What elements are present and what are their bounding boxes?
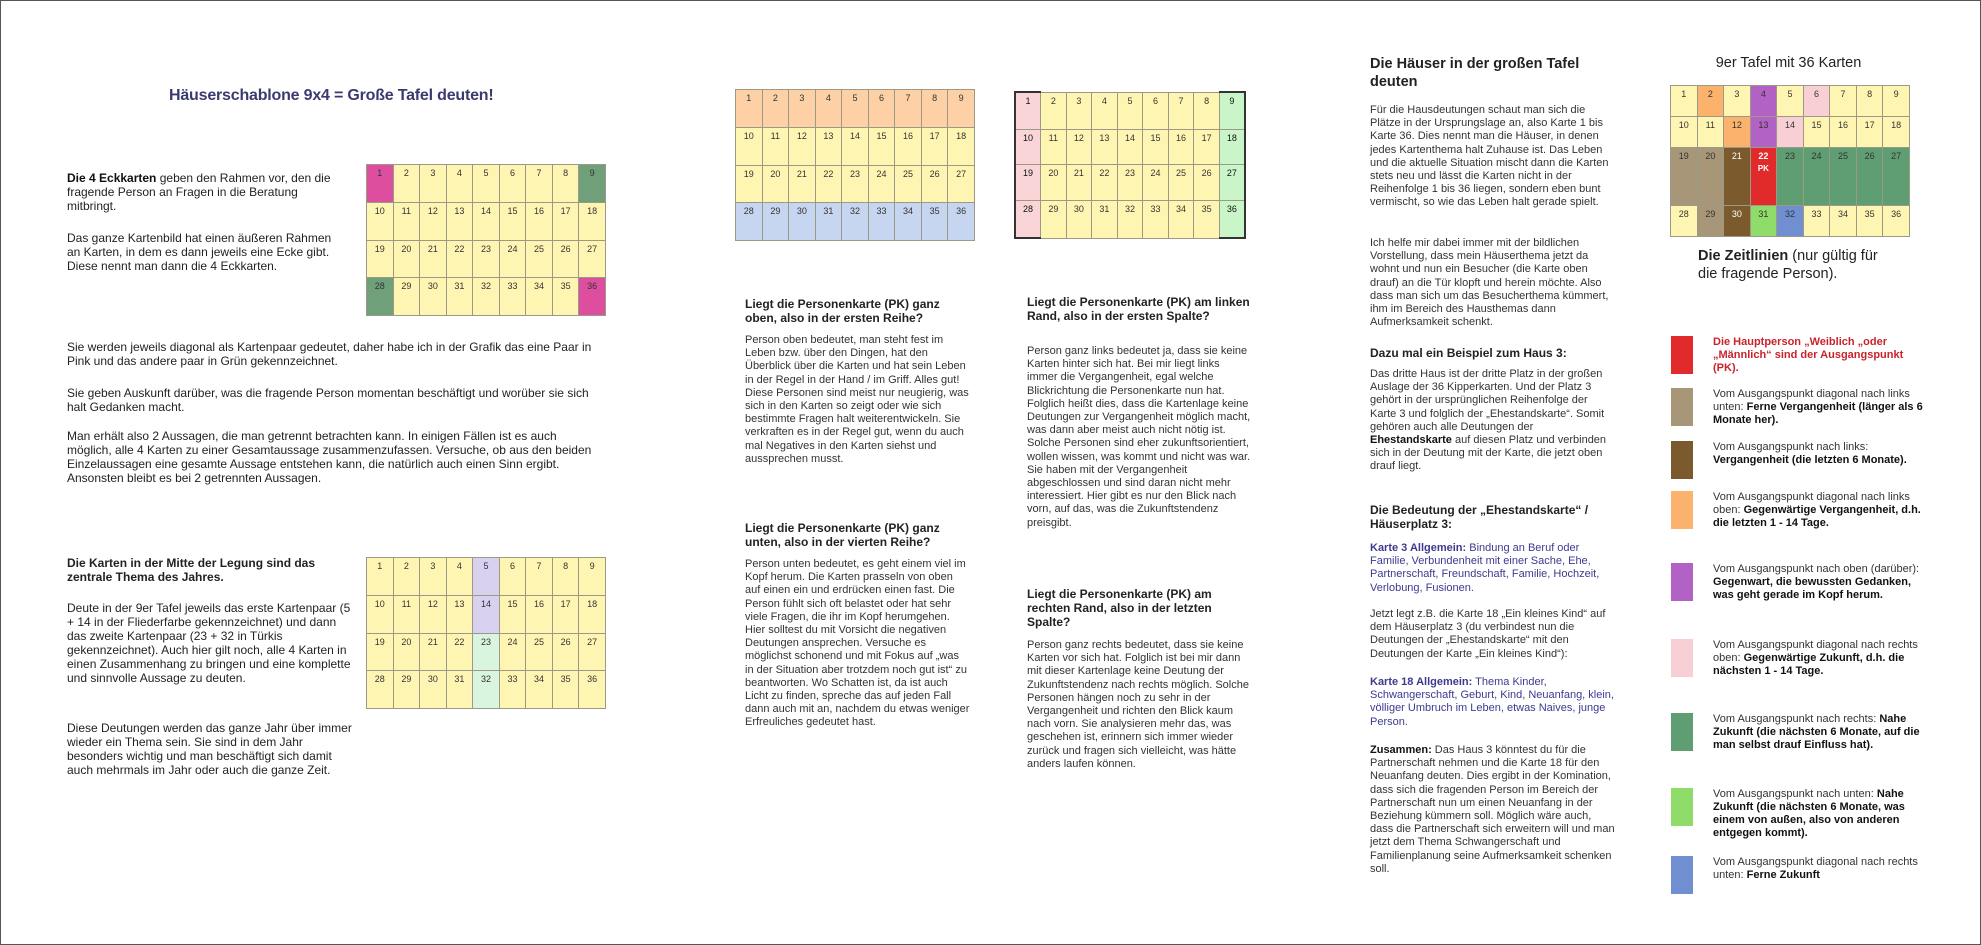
grid-cell-20: 20 <box>1041 165 1067 201</box>
grid-cell-7: 7 <box>1168 92 1194 129</box>
grid-cell-29: 29 <box>393 278 420 316</box>
text-center-pairs: Deute in der 9er Tafel jeweils das erste Kartenpaar (5 + 14 in der Fliederfarbe gekennzeichnet) und dann das zweite Kartenpaar (23 + 32 in Türkis gekennzeichnet). Auch hier gilt noch, alle 4 Karten in einen Zusammenhang zu bringen und eine komplette und sinnvolle Aussage zu deuten. <box>67 601 351 685</box>
grid-row <box>1015 92 1245 129</box>
grid-cell-12: 12 <box>420 202 447 240</box>
grid-cell-28: 28 <box>1015 201 1041 238</box>
grid-row <box>367 558 606 596</box>
text-pk-left: Person ganz links bedeutet ja, dass sie keine Karten hinter sich hat. Bei mir liegt links immer die Vergangenheit, egal welche Blickrichtung die Personenkarte nun hat. Folglich heißt dies, dass die Kartenlage keine Deutungen zur Vergangenheit möglich macht, was dann aber meist auch nicht nötig ist. Solche Personen sind eher zukunftsorientiert, wollen wissen, was kommt und nicht was war. Sie haben mit der Vergangenheit abgeschlossen und sind daran nicht mehr interessiert. Hier gibt es nur den Blick nach vorn, auf das, was die Zukunftstendenz preisgibt. <box>1027 345 1251 529</box>
legend-text <box>1713 856 1928 882</box>
grid-row <box>367 240 606 278</box>
grid-cell-26: 26 <box>552 240 579 278</box>
grid-cell-31: 31 <box>815 203 842 241</box>
grid-cell-3: 3 <box>1066 92 1092 129</box>
legend-swatch <box>1671 788 1693 826</box>
text-card18-general: Karte 18 Allgemein: Thema Kinder, Schwangerschaft, Geburt, Kind, Neuanfang, klein, völliger Umbruch im Leben, etwas Naives, junge Person. <box>1370 676 1614 728</box>
grid-cell-24: 24 <box>1803 148 1830 206</box>
grid-cell-11: 11 <box>393 595 420 633</box>
grid-cell-36: 36 <box>579 671 606 709</box>
grid-rows-top-bottom <box>735 89 975 241</box>
grid-cell-22: 22 <box>1092 165 1118 201</box>
grid-cell-26: 26 <box>1194 165 1220 201</box>
grid-cell-15: 15 <box>499 595 526 633</box>
legend-text <box>1713 441 1928 467</box>
grid-cell-31: 31 <box>1092 201 1118 238</box>
text-visitor: Ich helfe mir dabei immer mit der bildlichen Vorstellung, dass mein Häuserthema jetzt da wohnt und nun ein Besucher (die Karte oben drauf) an die Tür klopft und herein möchte. Also dass man sich um das Besucherthema kümmert, ihm im Bereich des Hausthemas dann Aufmerksamkeit schenkt. <box>1370 237 1609 329</box>
grid-cell-20: 20 <box>1697 148 1724 206</box>
legend-text-bold: Ferne Vergangenheit (länger als 6 Monate her). <box>1713 401 1923 426</box>
grid-cell-23: 23 <box>1777 148 1804 206</box>
grid-cell-3: 3 <box>420 165 447 203</box>
grid-cell-19: 19 <box>367 633 394 671</box>
text-year-theme: Diese Deutungen werden das ganze Jahr über immer wieder ein Thema sein. Sie sind in dem Jahr besonders wichtig und man beschäftigt sich damit auch mehrmals im Jahr oder auch die ganze Zeit. <box>67 721 352 777</box>
grid-cell-10: 10 <box>367 202 394 240</box>
grid-cell-8: 8 <box>1194 92 1220 129</box>
grid-cell-1: 1 <box>736 90 763 128</box>
grid-cell-7: 7 <box>1830 86 1857 117</box>
text-example-house3: Das dritte Haus ist der dritte Platz in der großen Auslage der 36 Kipperkarten. Und der Platz 3 gehört in der ursprünglichen Reihenfolge der Karte 3 und folglich der „Ehestandskarte“. Somit gehören auch alle Deutungen der Ehestandskarte auf diesen Platz und verbinden sich in der Deutung mit der Karte, die jetzt oben drauf liegt. <box>1370 368 1607 473</box>
grid-cell-36: 36 <box>948 203 975 241</box>
grid-cell-35: 35 <box>921 203 948 241</box>
grid-cell-7: 7 <box>895 90 922 128</box>
text-houses: Für die Hausdeutungen schaut man sich die Plätze in der Ursprungslage an, also Karte 1 bis Karte 36. Dies nennt man die Häuser, in denen jedes Kartenthema halt Zuhause ist. Das Leben und die aktuelle Situation mischt dann die Karten stets neu und lässt die Karten nicht in der Reihenfolge 1 bis 36 liegen, sondern eben bunt vermischt, so wie das Leben halt gerade spielt. <box>1370 104 1609 209</box>
legend-text-plain: Vom Ausgangspunkt diagonal nach links unten: <box>1713 388 1910 413</box>
grid-cell-3: 3 <box>789 90 816 128</box>
grid-cell-3: 3 <box>420 558 447 596</box>
grid-cell-16: 16 <box>1168 129 1194 165</box>
grid-cell-5: 5 <box>473 165 500 203</box>
heading-example-house3: Dazu mal ein Beispiel zum Haus 3: <box>1370 346 1567 360</box>
legend-text-plain: Vom Ausgangspunkt diagonal nach rechts oben: <box>1713 639 1918 664</box>
grid-cell-6: 6 <box>1143 92 1169 129</box>
grid-cell-10: 10 <box>367 595 394 633</box>
grid-cell-6: 6 <box>499 558 526 596</box>
legend-text <box>1713 788 1928 840</box>
text-pk-bottom: Person unten bedeutet, es geht einem viel im Kopf herum. Die Karten prasseln von oben auf einen ein und erdrücken einen fast. Die Person fühlt sich oft belastet oder hat sehr viele Fragen, die ihr im Kopf herumgehen. Hier solltest du mit Vorsicht die negativen Deutungen ansprechen. Versuche es möglichst schonend und mit Fokus auf „was in der Situation aber trotzdem noch gut ist“ zu beantworten. Wo Schatten ist, da ist auch Licht zu finden, spreche das auf jeden Fall dann auch mit an, nachdem du etwas weniger Erfreuliches gedeutet hast. <box>745 558 970 729</box>
legend-text-bold: Gegenwärtige Zukunft, d.h. die nächsten 1 - 14 Tage. <box>1713 652 1905 677</box>
grid-cell-32: 32 <box>842 203 869 241</box>
legend-text-plain: Vom Ausgangspunkt nach oben (darüber): <box>1713 563 1920 575</box>
grid-columns-left-right <box>1014 91 1246 239</box>
grid-cell-22: 22 <box>446 240 473 278</box>
heading-pk-bottom: Liegt die Personenkarte (PK) ganz unten, also in der vierten Reihe? <box>745 521 940 549</box>
grid-cell-33: 33 <box>499 278 526 316</box>
grid-cell-17: 17 <box>1856 117 1883 148</box>
grid-cell-34: 34 <box>1168 201 1194 238</box>
pk-cell-number: 22 <box>1758 151 1769 162</box>
grid-cell-16: 16 <box>526 202 553 240</box>
grid-row <box>367 671 606 709</box>
grid-cell-21: 21 <box>420 633 447 671</box>
grid-cell-36: 36 <box>1883 205 1910 236</box>
grid-row <box>367 633 606 671</box>
text-diagonal-pairs: Sie werden jeweils diagonal als Kartenpaar gedeutet, daher habe ich in der Grafik das eine Paar in Pink und das andere paar in Grün gekennzeichnet. <box>67 340 592 368</box>
legend-text-bold: Nahe Zukunft (die nächsten 6 Monate, auf die man selbst drauf Einfluss hat). <box>1713 713 1920 751</box>
grid-cell-29: 29 <box>1697 205 1724 236</box>
grid-cell-21: 21 <box>1724 148 1751 206</box>
grid-cell-20: 20 <box>393 633 420 671</box>
grid-cell-16: 16 <box>895 127 922 165</box>
grid-cell-22 <box>1750 148 1777 206</box>
grid-cell-22: 22 <box>815 165 842 203</box>
grid-row <box>1015 201 1245 238</box>
grid-cell-19: 19 <box>1671 148 1698 206</box>
grid-cell-21: 21 <box>420 240 447 278</box>
grid-row <box>367 202 606 240</box>
grid-cell-18: 18 <box>1883 117 1910 148</box>
grid-row <box>736 203 975 241</box>
grid-cell-19: 19 <box>736 165 763 203</box>
grid-cell-28: 28 <box>367 278 394 316</box>
grid-cell-27: 27 <box>1219 165 1245 201</box>
grid-cell-5: 5 <box>1777 86 1804 117</box>
grid-corner-cards <box>366 164 606 316</box>
grid-cell-12: 12 <box>1724 117 1751 148</box>
pk-cell-label: PK <box>1757 164 1769 174</box>
grid-cell-9: 9 <box>948 90 975 128</box>
grid-cell-12: 12 <box>789 127 816 165</box>
grid-row <box>1671 86 1910 117</box>
grid-cell-8: 8 <box>921 90 948 128</box>
grid-cell-4: 4 <box>1750 86 1777 117</box>
grid-cell-2: 2 <box>1041 92 1067 129</box>
heading-houses: Die Häuser in der großen Tafel deuten <box>1370 56 1580 90</box>
grid-cell-20: 20 <box>393 240 420 278</box>
heading-pk-left: Liegt die Personenkarte (PK) am linken Rand, also in der ersten Spalte? <box>1027 295 1250 323</box>
grid-cell-32: 32 <box>473 671 500 709</box>
grid-row <box>1671 117 1910 148</box>
main-title: Häuserschablone 9x4 = Große Tafel deuten! <box>169 87 494 104</box>
grid-cell-27: 27 <box>579 633 606 671</box>
grid-cell-1: 1 <box>1015 92 1041 129</box>
legend-text-plain: Vom Ausgangspunkt diagonal nach links oben: <box>1713 491 1910 516</box>
grid-cell-19: 19 <box>367 240 394 278</box>
grid-row <box>367 595 606 633</box>
grid-cell-27: 27 <box>948 165 975 203</box>
text-together: Zusammen: Das Haus 3 könntest du für die Partnerschaft nehmen und die Karte 18 für den Neuanfang deuten. Dies ergibt in der Komination, dass sich die fragenden Person im Bereich der Partnerschaft nun um einen Neuanfang in der Beziehung kümmern soll. Möglich wäre auch, dass die Partnerschaft sich erweitern will und man jetzt dem Thema Schwangerschaft und Familienplanung seine Aufmerksamkeit schenken soll. <box>1370 744 1615 875</box>
grid-cell-18: 18 <box>579 202 606 240</box>
grid-cell-24: 24 <box>499 240 526 278</box>
grid-row <box>1671 205 1910 236</box>
grid-cell-31: 31 <box>446 278 473 316</box>
grid-cell-13: 13 <box>1750 117 1777 148</box>
grid-cell-4: 4 <box>815 90 842 128</box>
grid-center-cards <box>366 557 606 709</box>
text-pk-top: Person oben bedeutet, man steht fest im Leben bzw. über den Dingen, hat den Überblick über die Karten und hat sein Leben in der Regel in der Hand / im Griff. Alles gut! Diese Personen sind meist nur neugierig, was sich in den Karten so zeigt oder wie sich bestimmte Fragen halt weiterentwickeln. Sie verkraften es in der Regel gut, wenn du auch mal Negatives in den Karten siehst und aussprechen musst. <box>745 334 969 465</box>
grid-row <box>1015 129 1245 165</box>
grid-cell-10: 10 <box>1015 129 1041 165</box>
grid-cell-30: 30 <box>1724 205 1751 236</box>
grid-cell-11: 11 <box>393 202 420 240</box>
grid-cell-13: 13 <box>1092 129 1118 165</box>
grid-cell-11: 11 <box>1697 117 1724 148</box>
grid-cell-36: 36 <box>1219 201 1245 238</box>
grid-cell-25: 25 <box>895 165 922 203</box>
grid-cell-20: 20 <box>762 165 789 203</box>
legend-swatch <box>1671 856 1693 894</box>
grid-cell-35: 35 <box>552 278 579 316</box>
grid-cell-4: 4 <box>446 558 473 596</box>
grid-cell-22: 22 <box>446 633 473 671</box>
grid-cell-29: 29 <box>393 671 420 709</box>
legend-swatch <box>1671 639 1693 677</box>
grid-cell-35: 35 <box>1194 201 1220 238</box>
grid-cell-28: 28 <box>1671 205 1698 236</box>
grid-cell-13: 13 <box>446 202 473 240</box>
grid-cell-4: 4 <box>1092 92 1118 129</box>
legend-text <box>1713 563 1928 602</box>
heading-pk-right: Liegt die Personenkarte (PK) am rechten Rand, also in der letzten Spalte? <box>1027 587 1212 629</box>
grid-row <box>367 165 606 203</box>
legend-swatch <box>1671 336 1693 374</box>
grid-cell-8: 8 <box>1856 86 1883 117</box>
grid-cell-6: 6 <box>868 90 895 128</box>
grid-cell-2: 2 <box>762 90 789 128</box>
grid-cell-15: 15 <box>1143 129 1169 165</box>
grid-cell-26: 26 <box>1856 148 1883 206</box>
grid-cell-15: 15 <box>1803 117 1830 148</box>
grid-cell-34: 34 <box>526 671 553 709</box>
legend-text <box>1713 713 1928 752</box>
grid-cell-5: 5 <box>473 558 500 596</box>
legend-text <box>1713 388 1928 427</box>
text-card18-example: Jetzt legt z.B. die Karte 18 „Ein kleines Kind“ auf dem Häuserplatz 3 (du verbindest nun die Deutungen der „Ehestandskarte“ mit den Deutungen der Karte „Ein kleines Kind“): <box>1370 608 1606 660</box>
grid-cell-17: 17 <box>1194 129 1220 165</box>
legend-swatch <box>1671 388 1693 426</box>
legend-swatch <box>1671 491 1693 529</box>
grid-cell-18: 18 <box>948 127 975 165</box>
grid-cell-30: 30 <box>789 203 816 241</box>
grid-cell-27: 27 <box>579 240 606 278</box>
grid-cell-18: 18 <box>1219 129 1245 165</box>
grid-cell-15: 15 <box>868 127 895 165</box>
grid-cell-33: 33 <box>1143 201 1169 238</box>
legend-text <box>1713 491 1928 530</box>
legend-text-bold: Gegenwart, die bewussten Gedanken, was geht gerade im Kopf herum. <box>1713 576 1912 601</box>
grid-row <box>736 90 975 128</box>
grid-cell-30: 30 <box>420 278 447 316</box>
grid-cell-28: 28 <box>367 671 394 709</box>
grid-cell-13: 13 <box>446 595 473 633</box>
intro-corner-cards: Die 4 Eckkarten geben den Rahmen vor, den die fragende Person an Fragen in die Beratung mitbringt. <box>67 171 331 213</box>
grid-cell-16: 16 <box>526 595 553 633</box>
grid-cell-30: 30 <box>420 671 447 709</box>
heading-grid-36: 9er Tafel mit 36 Karten <box>1715 55 1862 71</box>
grid-cell-31: 31 <box>1750 205 1777 236</box>
grid-cell-9: 9 <box>579 165 606 203</box>
grid-cell-23: 23 <box>473 240 500 278</box>
grid-cell-26: 26 <box>552 633 579 671</box>
grid-cell-34: 34 <box>1830 205 1857 236</box>
text-pk-right: Person ganz rechts bedeutet, dass sie keine Karten vor sich hat. Folglich ist bei mir dann mit dieser Kartenlage keine Deutung der Zukunftstendenz nach rechts möglich. Solche Personen hängen noch zu sehr in der Vergangenheit und richten den Blick kaum nach vorn. Sie analysieren mehr das, was geschehen ist, erinnern sich immer wieder zurück und fragen sich vielleicht, was hätte anders laufen können. <box>1027 639 1249 770</box>
grid-cell-27: 27 <box>1883 148 1910 206</box>
grid-cell-24: 24 <box>868 165 895 203</box>
legend-swatch <box>1671 713 1693 751</box>
grid-cell-35: 35 <box>552 671 579 709</box>
grid-cell-14: 14 <box>842 127 869 165</box>
grid-cell-25: 25 <box>1168 165 1194 201</box>
grid-cell-33: 33 <box>1803 205 1830 236</box>
grid-cell-32: 32 <box>1777 205 1804 236</box>
grid-cell-11: 11 <box>762 127 789 165</box>
grid-cell-16: 16 <box>1830 117 1857 148</box>
grid-cell-30: 30 <box>1066 201 1092 238</box>
grid-cell-28: 28 <box>736 203 763 241</box>
grid-cell-32: 32 <box>473 278 500 316</box>
grid-cell-23: 23 <box>1117 165 1143 201</box>
grid-row <box>736 165 975 203</box>
grid-cell-14: 14 <box>1117 129 1143 165</box>
grid-cell-12: 12 <box>1066 129 1092 165</box>
grid-cell-29: 29 <box>762 203 789 241</box>
legend-text-bold: Ferne Zukunft <box>1746 869 1820 881</box>
grid-cell-6: 6 <box>499 165 526 203</box>
grid-cell-33: 33 <box>868 203 895 241</box>
grid-cell-14: 14 <box>473 202 500 240</box>
legend-swatch <box>1671 563 1693 601</box>
grid-cell-17: 17 <box>552 202 579 240</box>
heading-ehestand: Die Bedeutung der „Ehestandskarte“ / Häuserplatz 3: <box>1370 503 1589 531</box>
grid-row <box>1671 148 1910 206</box>
grid-cell-4: 4 <box>446 165 473 203</box>
grid-cell-5: 5 <box>1117 92 1143 129</box>
grid-cell-5: 5 <box>842 90 869 128</box>
grid-cell-25: 25 <box>1830 148 1857 206</box>
grid-row <box>736 127 975 165</box>
grid-cell-23: 23 <box>842 165 869 203</box>
legend-text-plain: Vom Ausgangspunkt nach unten: <box>1713 788 1877 800</box>
grid-timelines <box>1670 85 1910 237</box>
grid-cell-10: 10 <box>1671 117 1698 148</box>
grid-cell-17: 17 <box>552 595 579 633</box>
grid-cell-36: 36 <box>579 278 606 316</box>
grid-cell-9: 9 <box>579 558 606 596</box>
grid-cell-26: 26 <box>921 165 948 203</box>
legend-text <box>1713 639 1928 678</box>
text-card3-general: Karte 3 Allgemein: Bindung an Beruf oder Familie, Verbundenheit mit einer Sache, Ehe, Partnerschaft, Freundschaft, Familie, Hochzeit, Verlobung, Fusionen. <box>1370 542 1600 594</box>
legend-text-plain: Vom Ausgangspunkt diagonal nach rechts unten: <box>1713 856 1918 881</box>
grid-cell-15: 15 <box>499 202 526 240</box>
grid-cell-29: 29 <box>1041 201 1067 238</box>
grid-cell-9: 9 <box>1883 86 1910 117</box>
grid-cell-35: 35 <box>1856 205 1883 236</box>
grid-cell-18: 18 <box>579 595 606 633</box>
grid-cell-2: 2 <box>1697 86 1724 117</box>
grid-row <box>1015 165 1245 201</box>
grid-cell-32: 32 <box>1117 201 1143 238</box>
heading-pk-top: Liegt die Personenkarte (PK) ganz oben, also in der ersten Reihe? <box>745 297 940 325</box>
heading-center-cards: Die Karten in der Mitte der Legung sind das zentrale Thema des Jahres. <box>67 556 316 584</box>
grid-cell-34: 34 <box>895 203 922 241</box>
text-information: Sie geben Auskunft darüber, was die fragende Person momentan beschäftigt und worüber sie sich halt Gedanken macht. <box>67 386 589 414</box>
grid-cell-14: 14 <box>1777 117 1804 148</box>
grid-cell-6: 6 <box>1803 86 1830 117</box>
legend-text <box>1713 336 1928 375</box>
grid-cell-12: 12 <box>420 595 447 633</box>
legend-text-bold: Nahe Zukunft (die nächsten 6 Monate, was einem von außen, also von anderen entgegen kommt). <box>1713 788 1905 839</box>
grid-cell-11: 11 <box>1041 129 1067 165</box>
grid-cell-34: 34 <box>526 278 553 316</box>
grid-cell-3: 3 <box>1724 86 1751 117</box>
legend-text-bold: Die Hauptperson „Weiblich „oder „Männlich“ sind der Ausgangspunkt (PK). <box>1713 336 1904 374</box>
grid-cell-14: 14 <box>473 595 500 633</box>
grid-cell-7: 7 <box>526 165 553 203</box>
grid-cell-13: 13 <box>815 127 842 165</box>
intro-corner-cards-bold: Die 4 Eckkarten <box>67 171 157 185</box>
grid-cell-21: 21 <box>1066 165 1092 201</box>
grid-cell-25: 25 <box>526 633 553 671</box>
grid-cell-24: 24 <box>499 633 526 671</box>
heading-timelines: Die Zeitlinien (nur gültig für die fragende Person). <box>1698 248 1878 282</box>
grid-row <box>367 278 606 316</box>
legend-text-bold: Gegenwärtige Vergangenheit, d.h. die letzten 1 - 14 Tage. <box>1713 504 1921 529</box>
legend-text-plain: Vom Ausgangspunkt nach links: <box>1713 441 1869 453</box>
grid-cell-24: 24 <box>1143 165 1169 201</box>
grid-cell-31: 31 <box>446 671 473 709</box>
grid-cell-1: 1 <box>1671 86 1698 117</box>
grid-cell-21: 21 <box>789 165 816 203</box>
grid-cell-1: 1 <box>367 558 394 596</box>
grid-cell-10: 10 <box>736 127 763 165</box>
grid-cell-7: 7 <box>526 558 553 596</box>
grid-cell-33: 33 <box>499 671 526 709</box>
grid-cell-19: 19 <box>1015 165 1041 201</box>
grid-cell-1: 1 <box>367 165 394 203</box>
grid-cell-17: 17 <box>921 127 948 165</box>
grid-cell-2: 2 <box>393 558 420 596</box>
grid-cell-9: 9 <box>1219 92 1245 129</box>
grid-cell-8: 8 <box>552 558 579 596</box>
text-two-statements: Man erhält also 2 Aussagen, die man getrennt betrachten kann. In einigen Fällen ist es auch möglich, alle 4 Karten zu einer Gesamtaussage zusammenzufassen. Versuche, ob aus den beiden Einzelaussagen eine gesamte Aussage entstehen kann, die natürlich auch einen Sinn ergibt. Ansonsten bleibt es bei 2 getrennten Aussagen. <box>67 429 592 485</box>
grid-cell-8: 8 <box>552 165 579 203</box>
grid-cell-2: 2 <box>393 165 420 203</box>
grid-cell-25: 25 <box>526 240 553 278</box>
grid-cell-23: 23 <box>473 633 500 671</box>
legend-text-bold: Vergangenheit (die letzten 6 Monate). <box>1713 454 1907 466</box>
legend-text-plain: Vom Ausgangspunkt nach rechts: <box>1713 713 1880 725</box>
legend-swatch <box>1671 441 1693 479</box>
text-frame: Das ganze Kartenbild hat einen äußeren Rahmen an Karten, in dem es dann jeweils eine Ecke gibt. Diese nennt man dann die 4 Eckkarten. <box>67 231 332 273</box>
